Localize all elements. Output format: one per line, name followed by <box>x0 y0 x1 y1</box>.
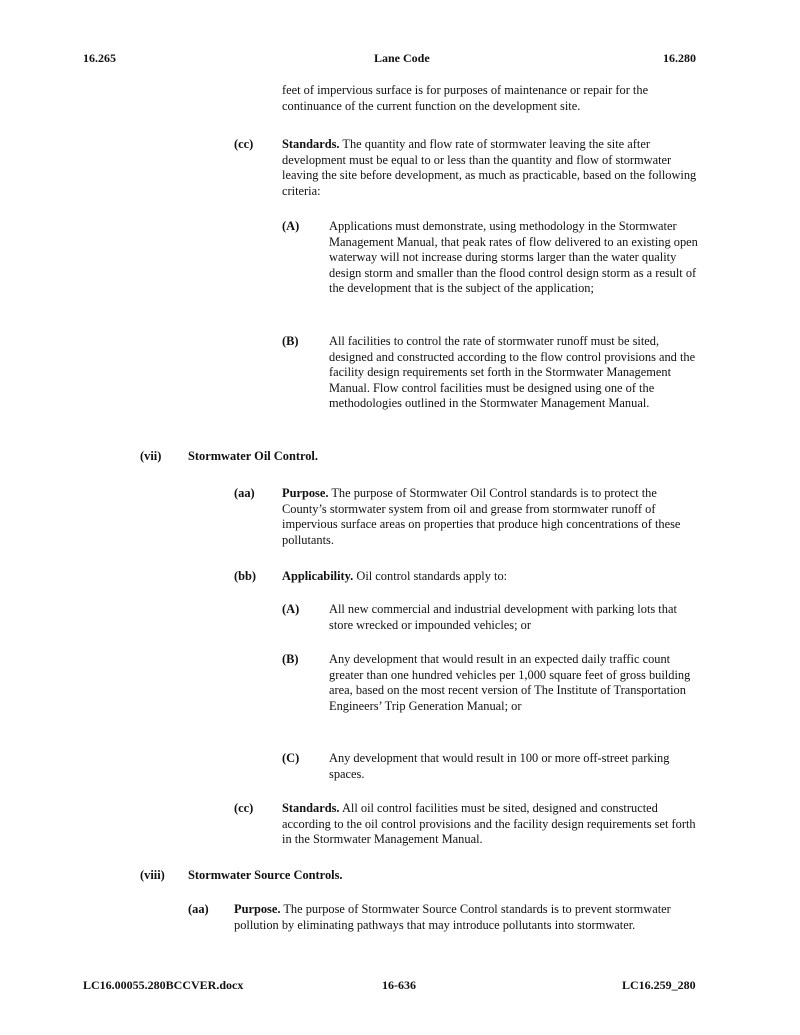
section-title-source-controls: Stormwater Source Controls. <box>188 868 343 882</box>
subsection-title: Purpose. <box>282 486 329 500</box>
header-section-end: 16.280 <box>663 51 696 65</box>
subsection-text: All oil control facilities must be sited, designed and constructed according to the oil control provisions and the facility design requirements set forth in the Stormwater Management Manual. <box>282 801 696 846</box>
subsection-title: Applicability. <box>282 569 354 583</box>
item-B-text: All facilities to control the rate of stormwater runoff must be sited, designed and constructed according to the flow control provisions and the facility design requirements set forth in the Stormwater Management Manual. Flow control facilities must be designed using one of the methodologies outlined in the Stormwater Management Manual. <box>329 334 696 410</box>
subsection-bb-applicability <box>282 569 704 585</box>
header-section-start: 16.265 <box>83 51 116 65</box>
header-title: Lane Code <box>374 51 430 65</box>
item-label-A: (A) <box>282 602 300 616</box>
item-B-text: Any development that would result in an expected daily traffic count greater than one hundred vehicles per 1,000 square feet of gross building area, based on the most recent version of The Institute of Transportation Engineers’ Trip Generation Manual; or <box>329 652 691 713</box>
subsection-text: The quantity and flow rate of stormwater leaving the site after development must be equal to or less than the quantity and flow of stormwater leaving the site before development, as much as practicable, based on the following criteria: <box>282 137 697 198</box>
subsection-label-cc: (cc) <box>234 137 254 151</box>
subsection-text: The purpose of Stormwater Oil Control standards is to protect the County’s stormwater system from oil and grease from stormwater runoff of impervious surface areas on properties that produce high concentrations of these pollutants. <box>282 486 681 547</box>
item-C-text: Any development that would result in 100 or more off-street parking spaces. <box>329 751 670 781</box>
section-label-viii: (viii) <box>140 868 165 882</box>
subsection-aa-purpose-source <box>234 902 704 933</box>
section-title-oil-control: Stormwater Oil Control. <box>188 449 318 463</box>
item-label-A: (A) <box>282 219 300 233</box>
item-A-text: Applications must demonstrate, using methodology in the Stormwater Management Manual, that peak rates of flow delivered to an existing open waterway will not increase during storms larger than the water quality design storm and smaller than the flood control design storm as a result of the development that is the subject of the application; <box>329 219 698 295</box>
item-label-B: (B) <box>282 652 299 666</box>
item-label-B: (B) <box>282 334 299 348</box>
subsection-title: Standards. <box>282 801 340 815</box>
subsection-cc-standards <box>282 137 704 199</box>
footer-code-range: LC16.259_280 <box>622 978 696 992</box>
subsection-label-aa: (aa) <box>234 486 255 500</box>
subsection-cc-standards-oil <box>282 801 704 848</box>
item-label-C: (C) <box>282 751 300 765</box>
continuation-paragraph: feet of impervious surface is for purposes of maintenance or repair for the continuance of the current function on the development site. <box>282 83 649 113</box>
subsection-aa-purpose <box>282 486 704 548</box>
item-A-text: All new commercial and industrial development with parking lots that store wrecked or impounded vehicles; or <box>329 602 677 632</box>
footer-filename: LC16.00055.280BCCVER.docx <box>83 978 244 992</box>
subsection-title: Standards. <box>282 137 340 151</box>
footer-page-number: 16-636 <box>382 978 416 992</box>
subsection-title: Purpose. <box>234 902 281 916</box>
subsection-label-cc: (cc) <box>234 801 254 815</box>
subsection-label-bb: (bb) <box>234 569 257 583</box>
subsection-label-aa: (aa) <box>188 902 209 916</box>
section-label-vii: (vii) <box>140 449 162 463</box>
subsection-text: The purpose of Stormwater Source Control standards is to prevent stormwater pollution by eliminating pathways that may introduce pollutants into stormwater. <box>234 902 671 932</box>
subsection-text: Oil control standards apply to: <box>356 569 508 583</box>
